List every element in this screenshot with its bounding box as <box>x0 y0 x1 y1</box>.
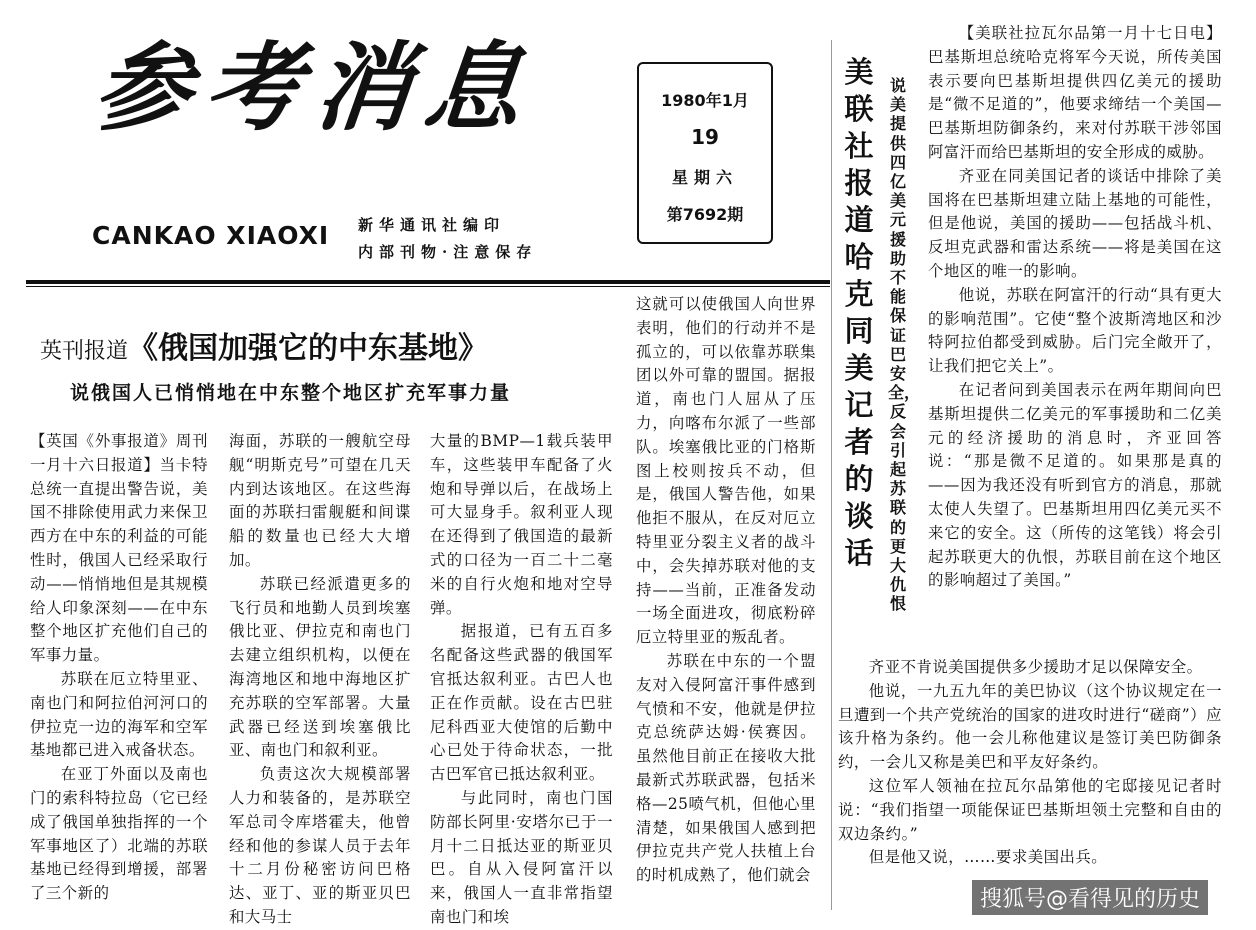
paragraph: 齐亚在同美国记者的谈话中排除了美国将在巴基斯坦建立陆上基地的可能性，但是他说，美国的援助——包括战斗机、反坦克武器和雷达系统——将是美国在这个地区的唯一的影响。 <box>928 166 1222 280</box>
paragraph: 在记者问到美国表示在两年期间向巴基斯坦提供二亿美元的军事援助和二亿美元的经济援助的消息时，齐亚回答说：“那是微不足道的。如果那是真的——因为我还没有听到官方的消息，那就太使人失望了。巴基斯坦用四亿美元买不来它的安全。这（所传的这笔钱）将会引起苏联更大的仇恨，苏联目前在这个地区的影响超过了美国。” <box>928 380 1222 590</box>
right-article-body <box>928 22 1222 593</box>
paragraph: 齐亚不肯说美国提供多少援助才足以保障安全。 <box>868 658 1203 676</box>
publisher-line-2: 内部刊物·注意保存 <box>358 243 538 261</box>
paragraph: 与此同时，南也门国防部长阿里·安塔尔已于一月十二日抵达亚的斯亚贝巴。自从入侵阿富汗以来，俄国人一直非常指望南也门和埃 <box>430 788 613 926</box>
article-column-4 <box>636 293 816 888</box>
date-day: 19 <box>691 125 719 149</box>
masthead-latin: CANKAO XIAOXI <box>92 221 330 250</box>
left-headline <box>40 323 488 367</box>
watermark: 搜狐号@看得见的历史 <box>972 880 1208 915</box>
paragraph: 他说，一九五九年的美巴协议（这个协议规定在一旦遭到一个共产党统治的国家的进攻时进行“磋商”）应该升格为条约。他一会儿称他建议是签订美巴防御条约，一会儿又称是美巴和平友好条约。 <box>838 681 1222 772</box>
paragraph: 但是他又说，……要求美国出兵。 <box>868 848 1108 867</box>
right-subhead-vertical: 说美提供四亿美元援助不能保证巴安全，反会引起苏联的更大仇恨 <box>888 76 921 614</box>
masthead-rule <box>26 280 830 284</box>
paragraph: 他说，苏联在阿富汗的行动“具有更大的影响范围”。它使“整个波斯湾地区和沙特阿拉伯都受到威胁。后门完全敞开了，让我们把它关上”。 <box>928 285 1222 376</box>
masthead-title: 参考消息 <box>89 31 541 144</box>
masthead-rule-thin <box>26 286 830 287</box>
left-subhead: 说俄国人已悄悄地在中东整个地区扩充军事力量 <box>70 382 512 404</box>
date-year-month: 1980年1月 <box>661 91 749 110</box>
right-article-body-wide <box>838 656 1222 870</box>
article-column-3 <box>430 430 613 930</box>
article-column-2 <box>229 430 411 930</box>
right-headline-vertical: 美联社报道哈克同美记者的谈话 <box>844 55 874 570</box>
article-column-1 <box>30 430 208 906</box>
headline-prefix: 英刊报道 <box>40 339 129 364</box>
paragraph: 【美联社拉瓦尔品第一月十七日电】巴基斯坦总统哈克将军今天说，所传美国表示要向巴基斯坦提供四亿美元的援助是“微不足道的”，他要求缔结一个美国—巴基斯坦防御条约，来对付苏联干涉邻国阿富汗而给巴基斯坦的安全形成的威胁。 <box>928 24 1222 161</box>
paragraph: 海面，苏联的一艘航空母舰“明斯克号”可望在几天内到达该地区。在这些海面的苏联扫雷舰艇和间谍船的数量也已经大大增加。 <box>229 432 411 569</box>
paragraph: 苏联在中东的一个盟友对入侵阿富汗事件感到气愤和不安，他就是伊拉克总统萨达姆·侯赛因。虽然他目前正在接收大批最新式苏联武器，包括米格—25喷气机，但他心里清楚，如果俄国人感到把伊拉克共产党人扶植上台的时机成熟了，他们就会 <box>636 651 816 885</box>
publisher-line-1: 新华通讯社编印 <box>358 216 506 234</box>
paragraph: 在亚丁外面以及南也门的索科特拉岛（它已经成了俄国单独指挥的一个军事地区了）北端的苏联基地已经得到增援，部署了三个新的 <box>30 765 208 903</box>
issue-number: 第7692期 <box>666 205 744 224</box>
paragraph: 这位军人领袖在拉瓦尔品第他的宅邸接见记者时说：“我们指望一项能保证巴基斯坦领土完整和自由的双边条约。” <box>838 776 1222 843</box>
paragraph: 【英国《外事报道》周刊一月十六日报道】当卡特总统一直提出警告说，美国不排除使用武力来保卫西方在中东的利益的可能性时，俄国人已经采取行动——悄悄地但是其规模给人印象深刻——在中东整个地区扩充他们自己的军事力量。 <box>30 432 208 665</box>
paragraph: 苏联已经派遣更多的飞行员和地勤人员到埃塞俄比亚、伊拉克和南也门去建立组织机构，以便在海湾地区和地中海地区扩充苏联的空军部署。大量武器已经送到埃塞俄比亚、南也门和叙利亚。 <box>229 574 411 760</box>
publisher-note <box>358 212 537 266</box>
paragraph: 大量的BMP—1载兵装甲车，这些装甲车配备了火炮和导弹以后，在战场上可大显身手。叙利亚人现在还得到了俄国造的最新式的口径为一百二十二毫米的自行火炮和地对空导弹。 <box>430 432 613 617</box>
paragraph: 苏联在厄立特里亚、南也门和阿拉伯河河口的伊拉克一边的海军和空军基地都已进入戒备状态。 <box>30 669 208 760</box>
headline-main: 《俄国加强它的中东基地》 <box>128 331 489 366</box>
paragraph: 负责这次大规模部署人力和装备的，是苏联空军总司令库塔霍夫，他曾经和他的参谋人员于去年十二月份秘密访问巴格达、亚丁、亚的斯亚贝巴和大马士 <box>229 765 411 926</box>
date-weekday: 星期六 <box>671 168 738 187</box>
paragraph: 据报道，已有五百多名配备这些武器的俄国军官抵达叙利亚。古巴人也正在作贡献。设在古巴驻尼科西亚大使馆的后勤中心已处于待命状态，一批古巴军官已抵达叙利亚。 <box>430 622 613 784</box>
column-divider <box>831 40 832 910</box>
paragraph: 这就可以使俄国人向世界表明，他们的行动并不是孤立的，可以依靠苏联集团以外可靠的盟国。据报道，南也门人屈从了压力，向喀布尔派了一些部队。埃塞俄比亚的门格斯图上校则按兵不动，但是，俄国人警告他，如果他拒不服从，在反对厄立特里亚分裂主义者的战斗中，会失掉苏联对他的支持——当前，正准备发动一场全面进攻，彻底粉碎厄立特里亚的叛乱者。 <box>636 295 816 647</box>
date-box <box>637 62 773 244</box>
